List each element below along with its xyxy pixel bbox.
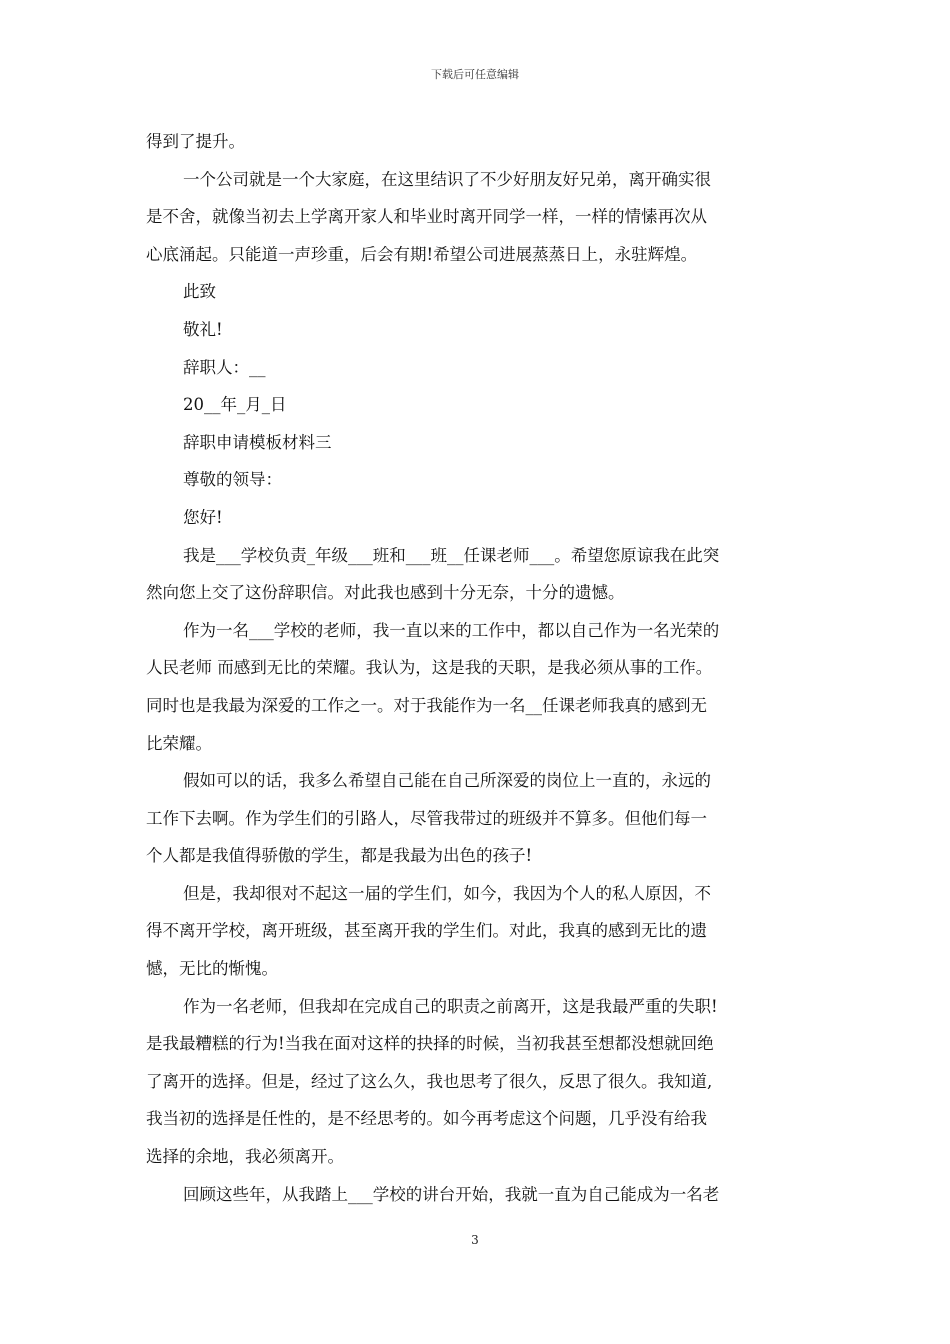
text-line: 比荣耀。 <box>146 733 212 753</box>
text-line: 心底涌起。只能道一声珍重，后会有期!希望公司进展蒸蒸日上，永驻辉煌。 <box>146 244 698 264</box>
paragraph-line: 但是，我却很对不起这一届的学生们，如今，我因为个人的私人原因，不 <box>183 883 711 903</box>
document-body <box>146 123 806 1213</box>
text-line: 得不离开学校，离开班级，甚至离开我的学生们。对此，我真的感到无比的遗 <box>146 921 707 941</box>
text-line: 得到了提升。 <box>146 132 245 151</box>
text-line: 工作下去啊。作为学生们的引路人，尽管我带过的班级并不算多。但他们每一 <box>146 808 707 828</box>
page-header-note: 下载后可任意编辑 <box>431 68 519 81</box>
text-line: 同时也是我最为深爱的工作之一。对于我能作为一名__任课老师我真的感到无 <box>146 695 707 715</box>
paragraph-line: 作为一名老师，但我却在完成自己的职责之前离开，这是我最严重的失职! <box>183 996 718 1016</box>
paragraph-line: 我是___学校负责_年级___班和___班__任课老师___。希望您原谅我在此突 <box>183 545 720 565</box>
text-line: 选择的余地，我必须离开。 <box>146 1147 344 1167</box>
paragraph-line: 一个公司就是一个大家庭，在这里结识了不少好朋友好兄弟，离开确实很 <box>183 169 711 189</box>
text-line: 是我最糟糕的行为!当我在面对这样的抉择的时候，当初我甚至想都没想就回绝 <box>146 1034 714 1054</box>
section-title: 辞职申请模板材料三 <box>183 432 332 452</box>
text-line: 是不舍，就像当初去上学离开家人和毕业时离开同学一样，一样的情愫再次从 <box>146 207 707 227</box>
paragraph-line: 回顾这些年，从我踏上___学校的讲台开始，我就一直为自己能成为一名老 <box>183 1184 720 1204</box>
page-number: 3 <box>471 1233 479 1247</box>
paragraph-line: 假如可以的话，我多么希望自己能在自己所深爱的岗位上一直的，永远的 <box>183 771 711 791</box>
text-line: 人民老师 而感到无比的荣耀。我认为，这是我的天职，是我必须从事的工作。 <box>146 658 713 678</box>
paragraph-line: 作为一名___学校的老师，我一直以来的工作中，都以自己作为一名光荣的 <box>183 620 720 640</box>
greeting-addressee: 尊敬的领导： <box>183 470 282 490</box>
text-line: 我当初的选择是任性的，是不经思考的。如今再考虑这个问题，几乎没有给我 <box>146 1109 707 1129</box>
text-line: 了离开的选择。但是，经过了这么久，我也思考了很久，反思了很久。我知道, <box>146 1071 713 1091</box>
text-line: 憾，无比的惭愧。 <box>146 959 278 979</box>
greeting: 您好! <box>183 507 223 527</box>
signature-line: 辞职人：__ <box>183 357 266 377</box>
date-line: 20__年_月_日 <box>183 395 287 415</box>
closing-salutation: 此致 <box>183 282 216 302</box>
closing-regards: 敬礼! <box>183 319 223 339</box>
text-line: 然向您上交了这份辞职信。对此我也感到十分无奈，十分的遗憾。 <box>146 583 625 603</box>
text-line: 个人都是我值得骄傲的学生，都是我最为出色的孩子! <box>146 846 533 866</box>
